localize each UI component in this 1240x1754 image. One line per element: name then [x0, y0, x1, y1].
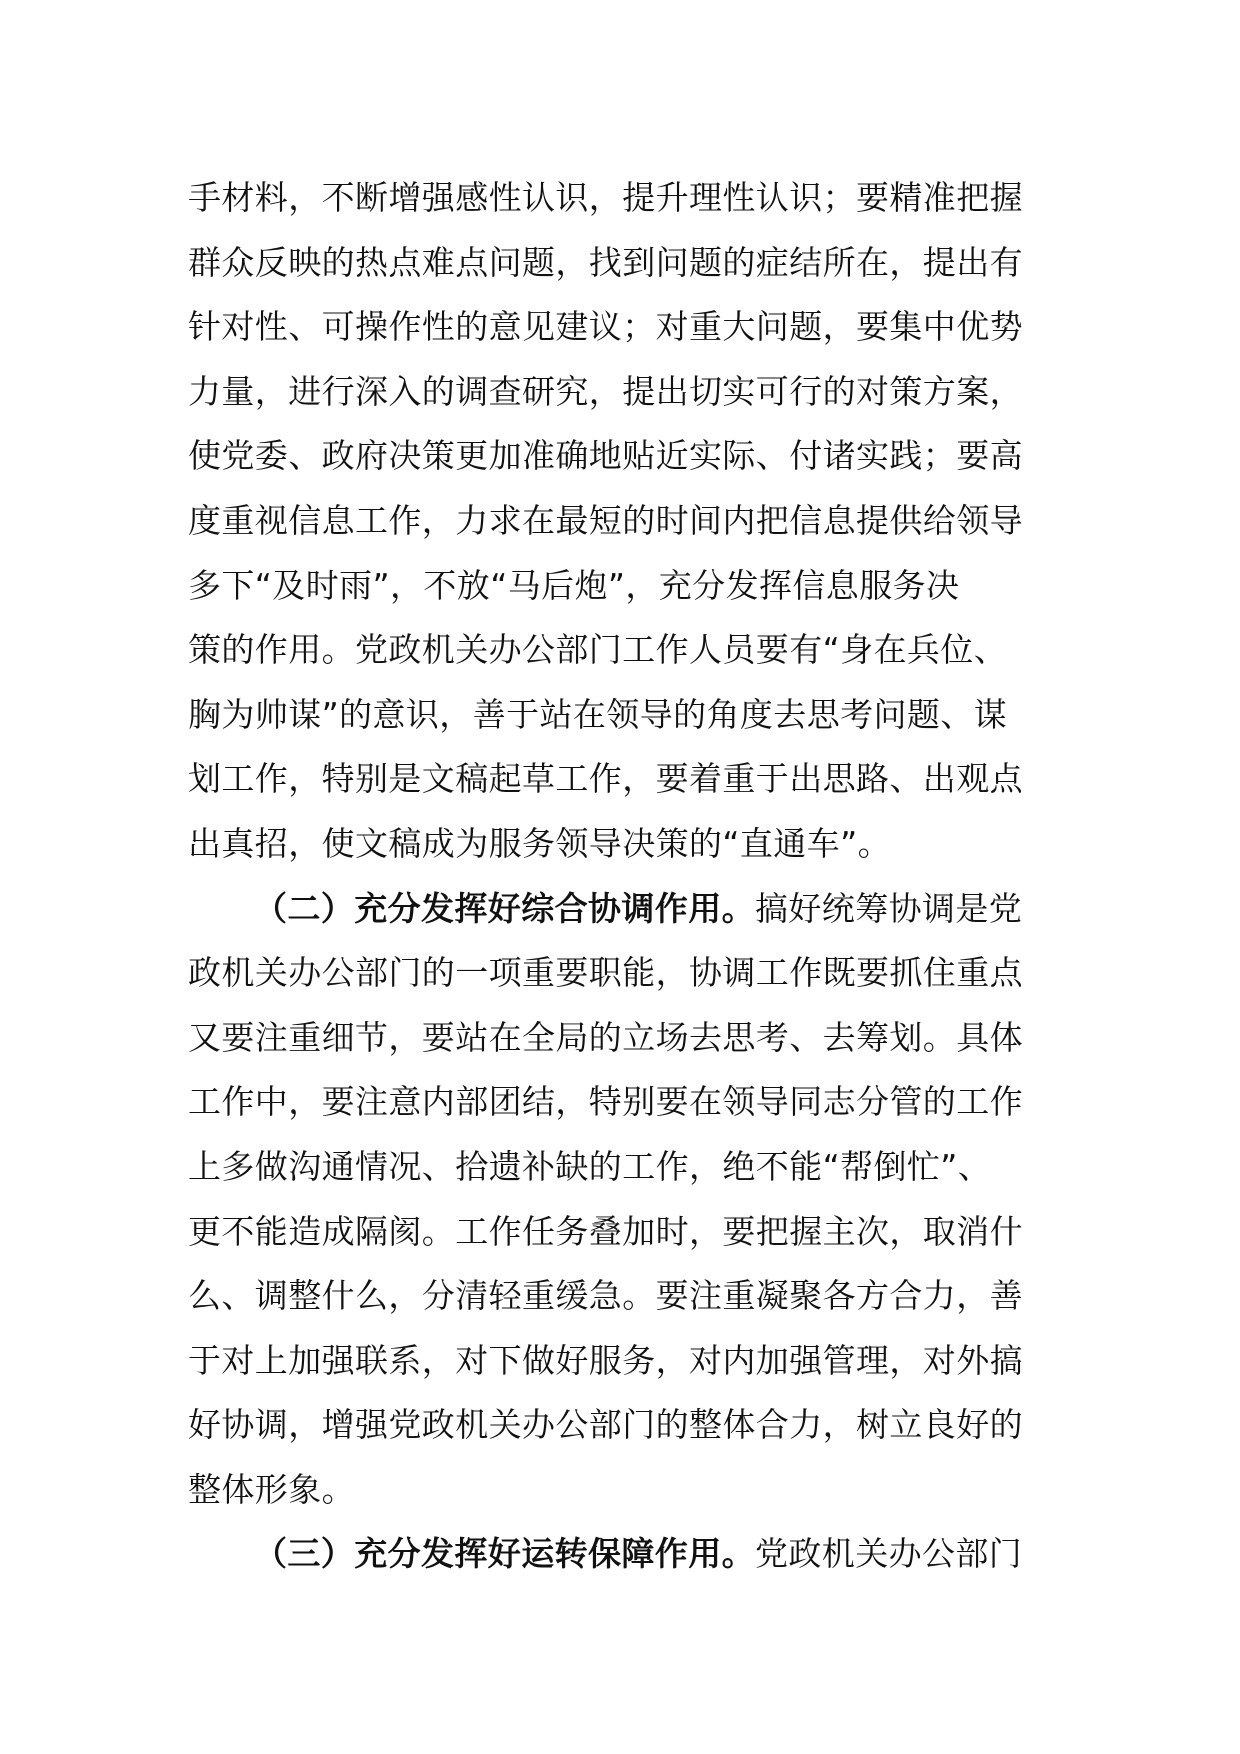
body-line-7: 多下“及时雨”，不放“马后炮”，充分发挥信息服务决 [188, 565, 960, 605]
body-line-8: 策的作用。党政机关办公部门工作人员要有“身在兵位、 [188, 630, 1008, 670]
body-line-9: 胸为帅谋”的意识，善于站在领导的角度去思考问题、谋 [188, 694, 1008, 734]
section-2-first-line [188, 877, 1056, 942]
body-line-10: 划工作，特别是文稿起草工作，要着重于出思路、出观点 [188, 759, 1023, 799]
body-line-2: 群众反映的热点难点问题，找到问题的症结所在，提出有 [188, 242, 1023, 282]
section-2-line-5: 上多做沟通情况、拾遗补缺的工作，绝不能“帮倒忙”、 [188, 1146, 992, 1186]
section-3-heading: （三）充分发挥好运转保障作用。 [254, 1534, 755, 1574]
section-2-line-10: 整体形象。 [188, 1469, 355, 1509]
body-line-5: 使党委、政府决策更加准确地贴近实际、付诸实践；要高 [188, 436, 1023, 476]
document-body [188, 166, 1056, 1587]
section-2-line-6: 更不能造成隔阂。工作任务叠加时，要把握主次，取消什 [188, 1211, 1023, 1251]
body-line-4: 力量，进行深入的调查研究，提出切实可行的对策方案， [188, 371, 1023, 411]
section-2-line-8: 于对上加强联系，对下做好服务，对内加强管理，对外搞 [188, 1340, 1023, 1380]
section-2-heading: （二）充分发挥好综合协调作用。 [254, 888, 755, 928]
body-line-1: 手材料，不断增强感性认识，提升理性认识；要精准把握 [188, 178, 1023, 217]
body-line-3: 针对性、可操作性的意见建议；对重大问题，要集中优势 [188, 307, 1023, 347]
section-2-line-4: 工作中，要注意内部团结，特别要在领导同志分管的工作 [188, 1082, 1023, 1122]
section-2-line-2: 政机关办公部门的一项重要职能，协调工作既要抓住重点 [188, 953, 1023, 993]
section-3-first-line [188, 1522, 1056, 1587]
body-line-11: 出真招，使文稿成为服务领导决策的“直通车”。 [188, 823, 891, 863]
section-3-first-line-text: 党政机关办公部门 [755, 1534, 1023, 1574]
section-2-line-9: 好协调，增强党政机关办公部门的整体合力，树立良好的 [188, 1405, 1023, 1445]
body-line-6: 度重视信息工作，力求在最短的时间内把信息提供给领导 [188, 500, 1023, 540]
section-2-line-7: 么、调整什么，分清轻重缓急。要注重凝聚各方合力，善 [188, 1276, 1023, 1316]
section-2-line-3: 又要注重细节，要站在全局的立场去思考、去筹划。具体 [188, 1017, 1023, 1057]
section-2-first-line-text: 搞好统筹协调是党 [755, 888, 1023, 928]
